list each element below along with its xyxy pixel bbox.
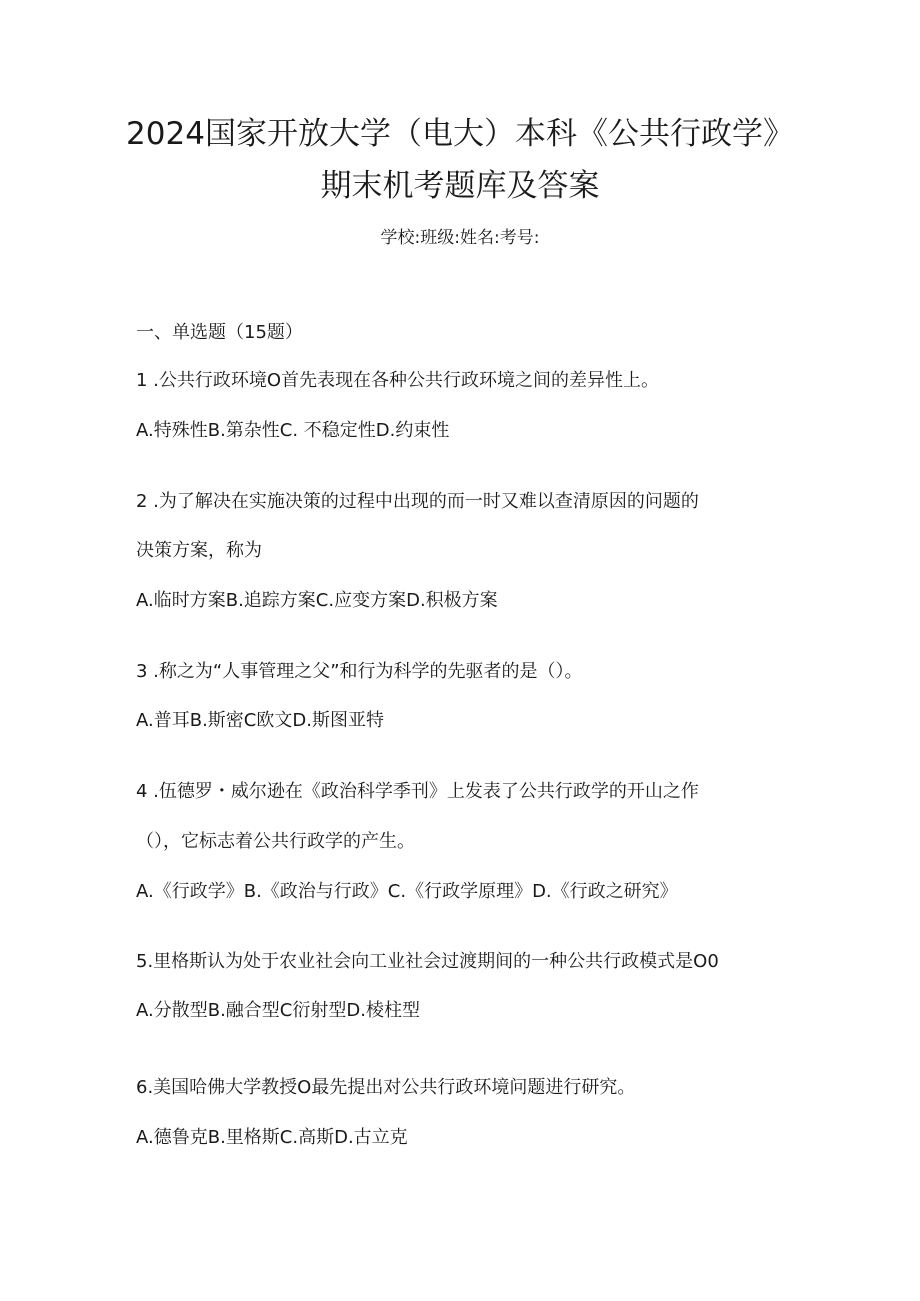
question-3-text: 3 .称之为“人事管理之父”和行为科学的先驱者的是（）。: [136, 661, 583, 682]
question-1-text: 1 .公共行政环境O首先表现在各种公共行政环境之间的差异性上。: [136, 370, 660, 391]
question-4-options: A.《行政学》B.《政治与行政》C.《行政学原理》D.《行政之研究》: [136, 881, 678, 902]
question-5-options: A.分散型B.融合型C衍射型D.棱柱型: [136, 1000, 420, 1021]
document-title: 2024国家开放大学（电大）本科《公共行政学》期末机考题库及答案: [126, 116, 794, 204]
question-2-text-line-2: 决策方案，称为: [136, 540, 262, 561]
question-4-text-line-1: 4 .伍德罗・威尔逊在《政治科学季刊》上发表了公共行政学的开山之作: [136, 781, 699, 802]
student-info-line: 学校:班级:姓名:考号:: [380, 228, 540, 248]
question-3-options: A.普耳B.斯密C欧文D.斯图亚特: [136, 710, 384, 731]
question-2-text-line-1: 2 .为了解决在实施决策的过程中出现的而一时又难以查清原因的问题的: [136, 491, 699, 512]
question-5-text: 5.里格斯认为处于农业社会向工业社会过渡期间的一种公共行政模式是O0: [136, 951, 719, 972]
question-6-options: A.德鲁克B.里格斯C.高斯D.古立克: [136, 1127, 408, 1148]
question-1-options: A.特殊性B.第杂性C. 不稳定性D.约束性: [136, 420, 450, 441]
section-heading: 一、单选题（15题）: [136, 322, 303, 343]
question-2-options: A.临时方案B.追踪方案C.应变方案D.积极方案: [136, 590, 498, 611]
question-6-text: 6.美国哈佛大学教授O最先提出对公共行政环境问题进行研究。: [136, 1077, 636, 1098]
question-4-text-line-2: （），它标志着公共行政学的产生。: [136, 831, 415, 852]
